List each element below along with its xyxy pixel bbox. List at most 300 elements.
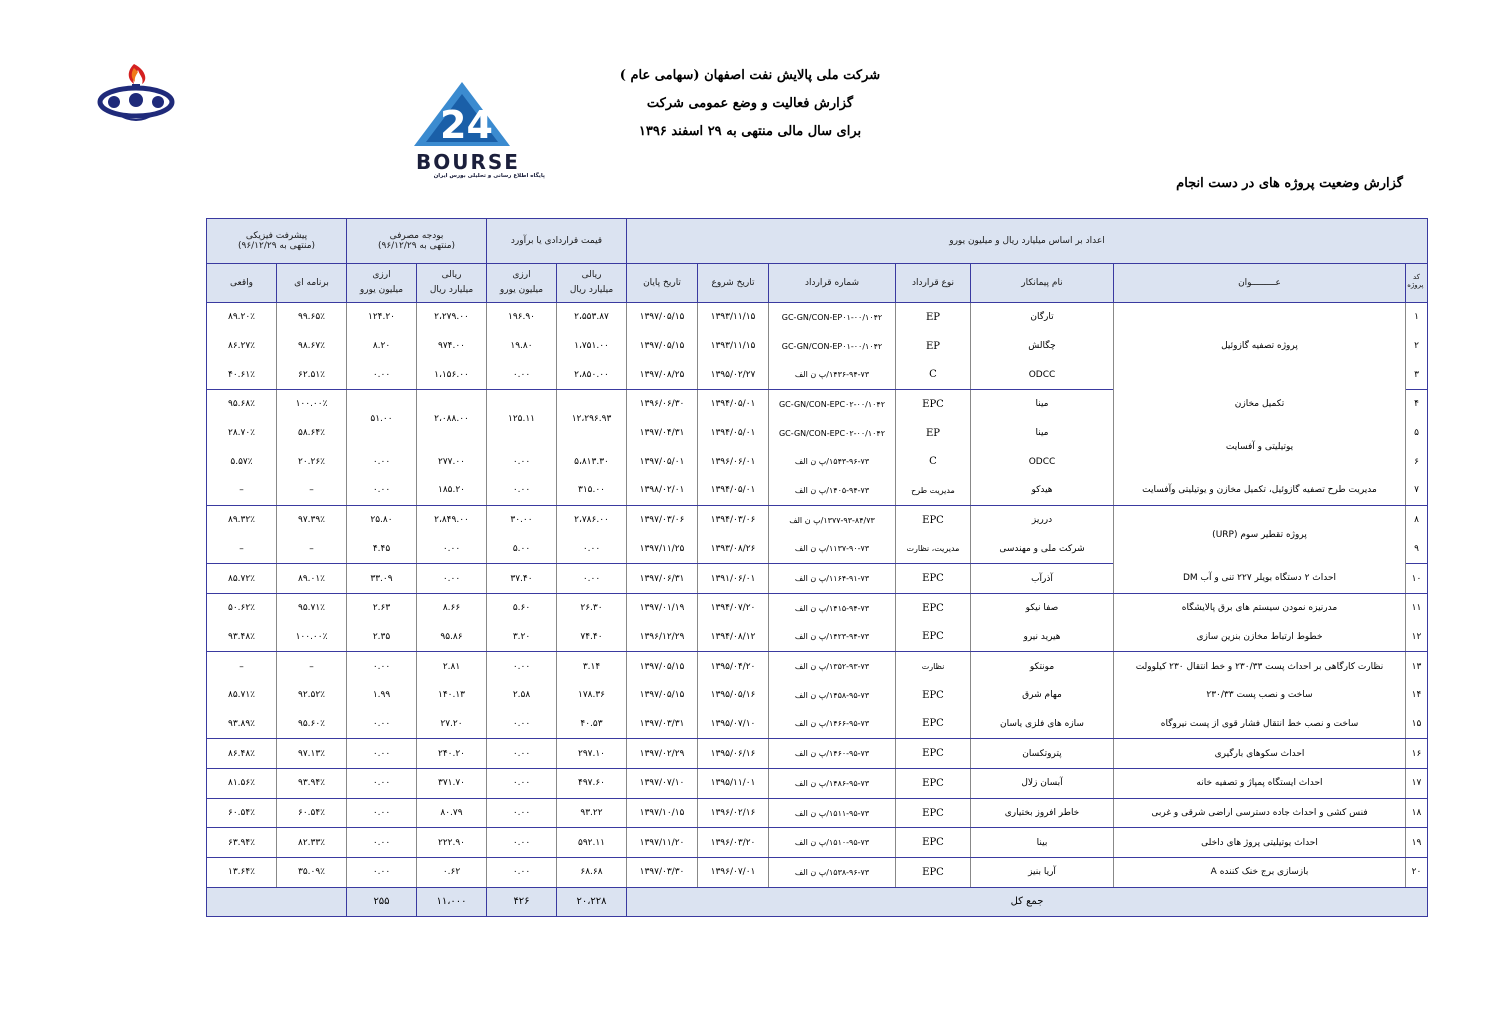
table-row [207,769,1428,799]
contract-rial: ۳۱۵.۰۰ [557,476,627,505]
progress-actual: ۵۰.۶۲٪ [207,593,277,622]
contract-fx: ۱۹۶.۹۰ [487,303,557,332]
contract-type: EP [896,419,971,448]
contract-type: مدیریت، نظارت [896,535,971,564]
contractor-name: آریا بنیز [971,858,1114,888]
col-type: نوع قرارداد [896,264,971,303]
contract-fx: ۱۹.۸۰ [487,332,557,361]
budget-rial: ۲۷۷.۰۰ [417,447,487,476]
budget-rial: ۱۴۰.۱۳ [417,681,487,710]
report-title: گزارش فعالیت و وضع عمومی شرکت [646,96,854,111]
contract-number: ۱۴۶۰-۹۵-۷۳/پ ن الف [769,739,896,769]
contractor-name: مینا [971,390,1114,419]
project-code: ۱۴ [1406,681,1428,710]
contract-fx: ۵.۶۰ [487,593,557,622]
progress-actual: – [207,652,277,681]
section-title: گزارش وضعیت پروژه های در دست انجام [1176,176,1403,191]
contract-rial: ۵،۸۱۳.۳۰ [557,447,627,476]
contract-type: EPC [896,390,971,419]
contractor-name: صفا نیکو [971,593,1114,622]
end-date: ۱۳۹۷/۱۰/۱۵ [627,798,698,828]
progress-actual: ۴۰.۶۱٪ [207,360,277,389]
start-date: ۱۳۹۶/۰۷/۰۱ [698,858,769,888]
end-date: ۱۳۹۷/۰۲/۲۹ [627,739,698,769]
start-date: ۱۳۹۴/۰۵/۰۱ [698,390,769,419]
end-date: ۱۳۹۷/۰۴/۳۱ [627,419,698,448]
progress-actual: – [207,476,277,505]
end-date: ۱۳۹۸/۰۲/۰۱ [627,476,698,505]
progress-plan: ۸۹.۰۱٪ [277,564,347,594]
project-code: ۶ [1406,447,1428,476]
project-title: نظارت کارگاهی بر احداث پست ۲۳۰/۳۳ و خط انتقال ۲۳۰ کیلوولت [1114,652,1406,681]
contract-type: EP [896,332,971,361]
end-date: ۱۳۹۷/۰۵/۱۵ [627,652,698,681]
progress-plan: – [277,652,347,681]
budget-fx: ۵۱.۰۰ [347,390,417,448]
project-code: ۱۸ [1406,798,1428,828]
project-code: ۲۰ [1406,858,1428,888]
progress-plan: ۹۹.۶۵٪ [277,303,347,332]
contract-rial: ۱۲،۲۹۶.۹۳ [557,390,627,448]
contract-fx: ۰.۰۰ [487,710,557,739]
col-contract-no: شماره قرارداد [769,264,896,303]
progress-plan: ۵۸.۶۴٪ [277,419,347,448]
progress-actual: ۱۳.۶۴٪ [207,858,277,888]
progress-actual: ۶۰.۵۴٪ [207,798,277,828]
end-date: ۱۳۹۷/۰۳/۳۰ [627,858,698,888]
bourse-wordmark: BOURSE [416,150,520,174]
contractor-name: ODCC [971,360,1114,389]
col-budget-rial: ریالی میلیارد ریال [417,264,487,303]
start-date: ۱۳۹۶/۰۳/۲۰ [698,828,769,858]
report-period: برای سال مالی منتهی به ۲۹ اسفند ۱۳۹۶ [638,124,862,139]
contract-rial: ۲۹۷.۱۰ [557,739,627,769]
table-row [207,652,1428,681]
svg-text:24: 24 [440,103,493,147]
contract-rial: ۲،۵۵۳.۸۷ [557,303,627,332]
contractor-name: درریز [971,505,1114,534]
flame-emblem-icon [96,62,180,138]
progress-actual: ۸۹.۳۲٪ [207,505,277,534]
progress-plan: ۹۲.۵۲٪ [277,681,347,710]
total-contract-fx: ۴۲۶ [487,887,557,916]
col-code: کد پروژه [1406,264,1428,303]
contract-number: ۱۰۴۲/GC-GN/CON-EP۰۱-۰۰ [769,332,896,361]
progress-actual: ۶۳.۹۴٪ [207,828,277,858]
project-title: احداث ایستگاه پمپاژ و تصفیه خانه [1114,769,1406,799]
budget-rial: ۲.۸۱ [417,652,487,681]
project-title: احداث ۲ دستگاه بویلر ۲۲۷ تنی و آب DM [1114,564,1406,594]
progress-plan: ۹۷.۳۹٪ [277,505,347,534]
contract-rial: ۲۶.۳۰ [557,593,627,622]
progress-actual: ۸۹.۲۰٪ [207,303,277,332]
project-code: ۱۰ [1406,564,1428,594]
budget-rial: ۰.۰۰ [417,535,487,564]
contractor-name: سازه های فلزی یاسان [971,710,1114,739]
budget-fx: ۲.۶۳ [347,593,417,622]
table-row [207,303,1428,332]
table-row [207,681,1428,710]
contract-type: EPC [896,858,971,888]
contractor-name: آبسان زلال [971,769,1114,799]
project-title: پروژه تقطیر سوم (URP) [1114,505,1406,563]
start-date: ۱۳۹۴/۰۵/۰۱ [698,419,769,448]
end-date: ۱۳۹۷/۰۳/۳۱ [627,710,698,739]
project-code: ۷ [1406,476,1428,505]
progress-actual: ۵.۵۷٪ [207,447,277,476]
contractor-name: بینا [971,828,1114,858]
table-row [207,593,1428,622]
col-actual: واقعی [207,264,277,303]
project-code: ۱۲ [1406,623,1428,652]
project-title: فنس کشی و احداث جاده دسترسی اراضی شرقی و غربی [1114,798,1406,828]
table-row [207,390,1428,419]
progress-plan: – [277,476,347,505]
budget-fx: ۰.۰۰ [347,710,417,739]
contract-type: مدیریت طرح [896,476,971,505]
budget-fx: ۲۵.۸۰ [347,505,417,534]
start-date: ۱۳۹۵/۰۷/۱۰ [698,710,769,739]
budget-rial: ۲۴۰.۲۰ [417,739,487,769]
project-title: ساخت و نصب خط انتقال فشار قوی از پست نیروگاه [1114,710,1406,739]
progress-actual: ۸۱.۵۶٪ [207,769,277,799]
col-title: عـــــــــوان [1114,264,1406,303]
contract-number: ۱۴۲۳-۹۴-۷۳/پ ن الف [769,623,896,652]
contract-type: EPC [896,739,971,769]
end-date: ۱۳۹۷/۰۸/۲۵ [627,360,698,389]
progress-plan: ۹۷.۱۳٪ [277,739,347,769]
budget-fx: ۸.۲۰ [347,332,417,361]
progress-actual: ۲۸.۷۰٪ [207,419,277,448]
contract-number: ۱۰۴۲/GC-GN/CON-EP۰۱-۰۰ [769,303,896,332]
table-row [207,739,1428,769]
progress-plan: ۲۰.۲۶٪ [277,447,347,476]
contract-rial: ۰.۰۰ [557,535,627,564]
budget-fx: ۱.۹۹ [347,681,417,710]
end-date: ۱۳۹۷/۰۵/۱۵ [627,303,698,332]
units-note: اعداد بر اساس میلیارد ریال و میلیون یورو [627,219,1428,264]
contract-number: ۱۵۱۱-۹۵-۷۳/پ ن الف [769,798,896,828]
projects-table [206,218,1428,917]
project-title: مدرنیزه نمودن سیستم های برق پالایشگاه [1114,593,1406,622]
end-date: ۱۳۹۶/۱۲/۲۹ [627,623,698,652]
contract-fx: ۰.۰۰ [487,360,557,389]
col-contractor: نام پیمانکار [971,264,1114,303]
contract-number: ۱۱۶۴-۹۱-۷۳/پ ن الف [769,564,896,594]
progress-plan: ۳۵.۰۹٪ [277,858,347,888]
start-date: ۱۳۹۴/۰۵/۰۱ [698,476,769,505]
end-date: ۱۳۹۷/۰۱/۱۹ [627,593,698,622]
contract-rial: ۲،۸۵۰.۰۰ [557,360,627,389]
table-row [207,710,1428,739]
contract-rial: ۵۹۲.۱۱ [557,828,627,858]
progress-plan: ۹۵.۷۱٪ [277,593,347,622]
contractor-name: مونتکو [971,652,1114,681]
contract-rial: ۶۸.۶۸ [557,858,627,888]
contract-rial: ۳.۱۴ [557,652,627,681]
progress-plan: ۱۰۰.۰۰٪ [277,390,347,419]
progress-actual: ۸۵.۷۲٪ [207,564,277,594]
project-title: خطوط ارتباط مخازن بنزین سازی [1114,623,1406,652]
contract-number: ۱۴۰۵-۹۴-۷۳/پ ن الف [769,476,896,505]
progress-actual: – [207,535,277,564]
contract-type: نظارت [896,652,971,681]
project-code: ۵ [1406,419,1428,448]
start-date: ۱۳۹۴/۰۸/۱۲ [698,623,769,652]
budget-fx: ۲.۳۵ [347,623,417,652]
table-row [207,505,1428,534]
project-code: ۱۶ [1406,739,1428,769]
budget-rial: ۱۸۵.۲۰ [417,476,487,505]
contract-rial: ۴۹۷.۶۰ [557,769,627,799]
contract-rial: ۴۰.۵۳ [557,710,627,739]
project-title: احداث یوتیلیتی پروژ های داخلی [1114,828,1406,858]
contract-type: EPC [896,769,971,799]
contract-type: EPC [896,710,971,739]
contractor-name: آذرآب [971,564,1114,594]
budget-fx: ۰.۰۰ [347,858,417,888]
progress-actual: ۸۶.۴۸٪ [207,739,277,769]
end-date: ۱۳۹۷/۰۵/۱۵ [627,681,698,710]
project-title: احداث سکوهای بارگیری [1114,739,1406,769]
col-plan: برنامه ای [277,264,347,303]
progress-plan: ۹۸.۶۷٪ [277,332,347,361]
company-logo [96,62,180,138]
contractor-name: پتروتکسان [971,739,1114,769]
project-code: ۱ [1406,303,1428,332]
budget-fx: ۰.۰۰ [347,798,417,828]
contract-fx: ۰.۰۰ [487,652,557,681]
budget-rial: ۰.۰۰ [417,564,487,594]
start-date: ۱۳۹۳/۱۱/۱۵ [698,303,769,332]
progress-plan: ۹۵.۶۰٪ [277,710,347,739]
table-row [207,564,1428,594]
contract-type: EPC [896,681,971,710]
contract-number: ۱۱۳۷-۹۰-۷۳/پ ن الف [769,535,896,564]
group-contract-price: قیمت قراردادی یا برآورد [487,219,627,264]
end-date: ۱۳۹۷/۰۵/۰۱ [627,447,698,476]
contractor-name: مینا [971,419,1114,448]
budget-rial: ۲،۲۷۹.۰۰ [417,303,487,332]
company-name: شرکت ملی پالایش نفت اصفهان (سهامی عام ) [619,68,881,83]
contract-fx: ۱۲۵.۱۱ [487,390,557,448]
budget-rial: ۱،۱۵۶.۰۰ [417,360,487,389]
budget-rial: ۹۵.۸۶ [417,623,487,652]
start-date: ۱۳۹۳/۱۱/۱۵ [698,332,769,361]
progress-plan: ۹۳.۹۴٪ [277,769,347,799]
contract-type: EPC [896,564,971,594]
start-date: ۱۳۹۶/۰۲/۱۶ [698,798,769,828]
col-end: تاریخ پایان [627,264,698,303]
project-code: ۱۹ [1406,828,1428,858]
budget-fx: ۳۳.۰۹ [347,564,417,594]
budget-rial: ۲۷.۲۰ [417,710,487,739]
contract-fx: ۰.۰۰ [487,447,557,476]
bourse-triangle-icon [410,80,545,150]
progress-plan: ۱۰۰.۰۰٪ [277,623,347,652]
contract-number: ۱۵۴۳-۹۶-۷۳/پ ن الف [769,447,896,476]
progress-actual: ۹۳.۴۸٪ [207,623,277,652]
contract-type: C [896,360,971,389]
budget-rial: ۸.۶۶ [417,593,487,622]
contract-type: EPC [896,798,971,828]
total-budget-fx: ۲۵۵ [347,887,417,916]
col-contract-fx: ارزی میلیون یورو [487,264,557,303]
project-title: مدیریت طرح تصفیه گازوئیل، تکمیل مخازن و یوتیلیتی وآفسایت [1114,476,1406,505]
budget-fx: ۰.۰۰ [347,828,417,858]
contract-type: EPC [896,828,971,858]
start-date: ۱۳۹۵/۰۴/۲۰ [698,652,769,681]
contract-fx: ۰.۰۰ [487,769,557,799]
contractor-name: هیرید نیرو [971,623,1114,652]
budget-fx: ۰.۰۰ [347,652,417,681]
budget-fx: ۰.۰۰ [347,360,417,389]
budget-rial: ۳۷۱.۷۰ [417,769,487,799]
contract-number: ۱۰۴۲/GC-GN/CON-EPC۰۲-۰۰ [769,390,896,419]
start-date: ۱۳۹۵/۰۵/۱۶ [698,681,769,710]
contractor-name: ODCC [971,447,1114,476]
budget-fx: ۰.۰۰ [347,476,417,505]
budget-rial: ۹۷۴.۰۰ [417,332,487,361]
group-progress: پیشرفت فیزیکی (منتهی به ۹۶/۱۲/۲۹) [207,219,347,264]
total-budget-rial: ۱۱،۰۰۰ [417,887,487,916]
project-title: تکمیل مخازن [1114,390,1406,419]
contract-number: ۱۴۵۸-۹۵-۷۳/پ ن الف [769,681,896,710]
progress-actual: ۸۵.۷۱٪ [207,681,277,710]
progress-plan: ۸۲.۳۳٪ [277,828,347,858]
start-date: ۱۳۹۴/۰۷/۲۰ [698,593,769,622]
contract-fx: ۰.۰۰ [487,858,557,888]
contract-number: ۱۴۶۶-۹۵-۷۳/پ ن الف [769,710,896,739]
contractor-name: هیدکو [971,476,1114,505]
progress-actual: ۹۳.۸۹٪ [207,710,277,739]
contract-rial: ۰.۰۰ [557,564,627,594]
project-title: پروژه تصفیه گازوئیل [1114,303,1406,390]
start-date: ۱۳۹۶/۰۶/۰۱ [698,447,769,476]
contract-number: ۱۳۷۷-۹۳-۸۴/۷۳/پ ن الف [769,505,896,534]
project-title: بازسازی برج خنک کننده A [1114,858,1406,888]
contract-type: C [896,447,971,476]
contract-number: ۱۴۱۵-۹۴-۷۳/پ ن الف [769,593,896,622]
contract-number: ۱۴۳۶-۹۴-۷۳/پ ن الف [769,360,896,389]
end-date: ۱۳۹۷/۱۱/۲۰ [627,828,698,858]
total-contract-rial: ۲۰،۲۲۸ [557,887,627,916]
budget-rial: ۰.۶۲ [417,858,487,888]
total-label: جمع کل [627,887,1428,916]
contract-number: ۱۵۱۰-۹۵-۷۳/پ ن الف [769,828,896,858]
end-date: ۱۳۹۷/۱۱/۲۵ [627,535,698,564]
table-row [207,623,1428,652]
progress-plan: – [277,535,347,564]
project-code: ۲ [1406,332,1428,361]
start-date: ۱۳۹۱/۰۶/۰۱ [698,564,769,594]
budget-rial: ۲،۸۴۹.۰۰ [417,505,487,534]
table-row [207,798,1428,828]
project-code: ۱۵ [1406,710,1428,739]
budget-fx: ۰.۰۰ [347,447,417,476]
contract-fx: ۰.۰۰ [487,828,557,858]
table-row [207,858,1428,888]
budget-fx: ۰.۰۰ [347,769,417,799]
contract-rial: ۹۳.۲۲ [557,798,627,828]
project-code: ۴ [1406,390,1428,419]
col-budget-fx: ارزی میلیون یورو [347,264,417,303]
contract-number: ۱۳۵۲-۹۳-۷۳/پ ن الف [769,652,896,681]
group-budget: بودجه مصرفی (منتهی به ۹۶/۱۲/۲۹) [347,219,487,264]
col-start: تاریخ شروع [698,264,769,303]
contract-fx: ۳۷.۴۰ [487,564,557,594]
project-code: ۱۱ [1406,593,1428,622]
start-date: ۱۳۹۵/۱۱/۰۱ [698,769,769,799]
budget-rial: ۲،۰۸۸.۰۰ [417,390,487,448]
project-code: ۱۷ [1406,769,1428,799]
contract-number: ۱۵۳۸-۹۶-۷۳/پ ن الف [769,858,896,888]
end-date: ۱۳۹۷/۰۷/۱۰ [627,769,698,799]
start-date: ۱۳۹۵/۰۲/۲۷ [698,360,769,389]
contractor-name: تارگان [971,303,1114,332]
progress-actual: ۹۵.۶۸٪ [207,390,277,419]
budget-fx: ۴.۴۵ [347,535,417,564]
contract-number: ۱۰۴۲/GC-GN/CON-EPC۰۲-۰۰ [769,419,896,448]
project-title: ساخت و نصب پست ۲۳۰/۳۳ [1114,681,1406,710]
project-code: ۱۳ [1406,652,1428,681]
contractor-name: چگالش [971,332,1114,361]
budget-fx: ۰.۰۰ [347,739,417,769]
start-date: ۱۳۹۴/۰۳/۰۶ [698,505,769,534]
table-row [207,828,1428,858]
contract-fx: ۲.۵۸ [487,681,557,710]
contract-number: ۱۴۸۶-۹۵-۷۳/پ ن الف [769,769,896,799]
table-row [207,476,1428,505]
progress-actual: ۸۶.۲۷٪ [207,332,277,361]
end-date: ۱۳۹۷/۰۳/۰۶ [627,505,698,534]
contract-fx: ۵.۰۰ [487,535,557,564]
contractor-name: مهام شرق [971,681,1114,710]
end-date: ۱۳۹۶/۰۶/۳۰ [627,390,698,419]
budget-fx: ۱۲۴.۲۰ [347,303,417,332]
contract-fx: ۰.۰۰ [487,798,557,828]
contract-type: EPC [896,623,971,652]
start-date: ۱۳۹۵/۰۶/۱۶ [698,739,769,769]
contract-type: EP [896,303,971,332]
budget-rial: ۲۲۲.۹۰ [417,828,487,858]
contractor-name: خاطر افروز بختیاری [971,798,1114,828]
project-title: یوتیلیتی و آفسایت [1114,419,1406,476]
contract-type: EPC [896,593,971,622]
budget-rial: ۸۰.۷۹ [417,798,487,828]
contract-type: EPC [896,505,971,534]
end-date: ۱۳۹۷/۰۵/۱۵ [627,332,698,361]
project-code: ۸ [1406,505,1428,534]
start-date: ۱۳۹۳/۰۸/۲۶ [698,535,769,564]
contract-rial: ۲،۷۸۶.۰۰ [557,505,627,534]
total-progress-empty [207,887,347,916]
project-code: ۳ [1406,360,1428,389]
contract-rial: ۱۷۸.۳۶ [557,681,627,710]
contract-rial: ۱،۷۵۱.۰۰ [557,332,627,361]
contract-fx: ۳۰.۰۰ [487,505,557,534]
contract-fx: ۰.۰۰ [487,476,557,505]
progress-plan: ۶۰.۵۴٪ [277,798,347,828]
contract-fx: ۳.۲۰ [487,623,557,652]
contractor-name: شرکت ملی و مهندسی [971,535,1114,564]
progress-plan: ۶۲.۵۱٪ [277,360,347,389]
project-code: ۹ [1406,535,1428,564]
end-date: ۱۳۹۷/۰۶/۳۱ [627,564,698,594]
bourse-tagline: پایگاه اطلاع رسانی و تحلیلی بورس ایران [433,173,545,179]
contract-fx: ۰.۰۰ [487,739,557,769]
contract-rial: ۷۴.۴۰ [557,623,627,652]
